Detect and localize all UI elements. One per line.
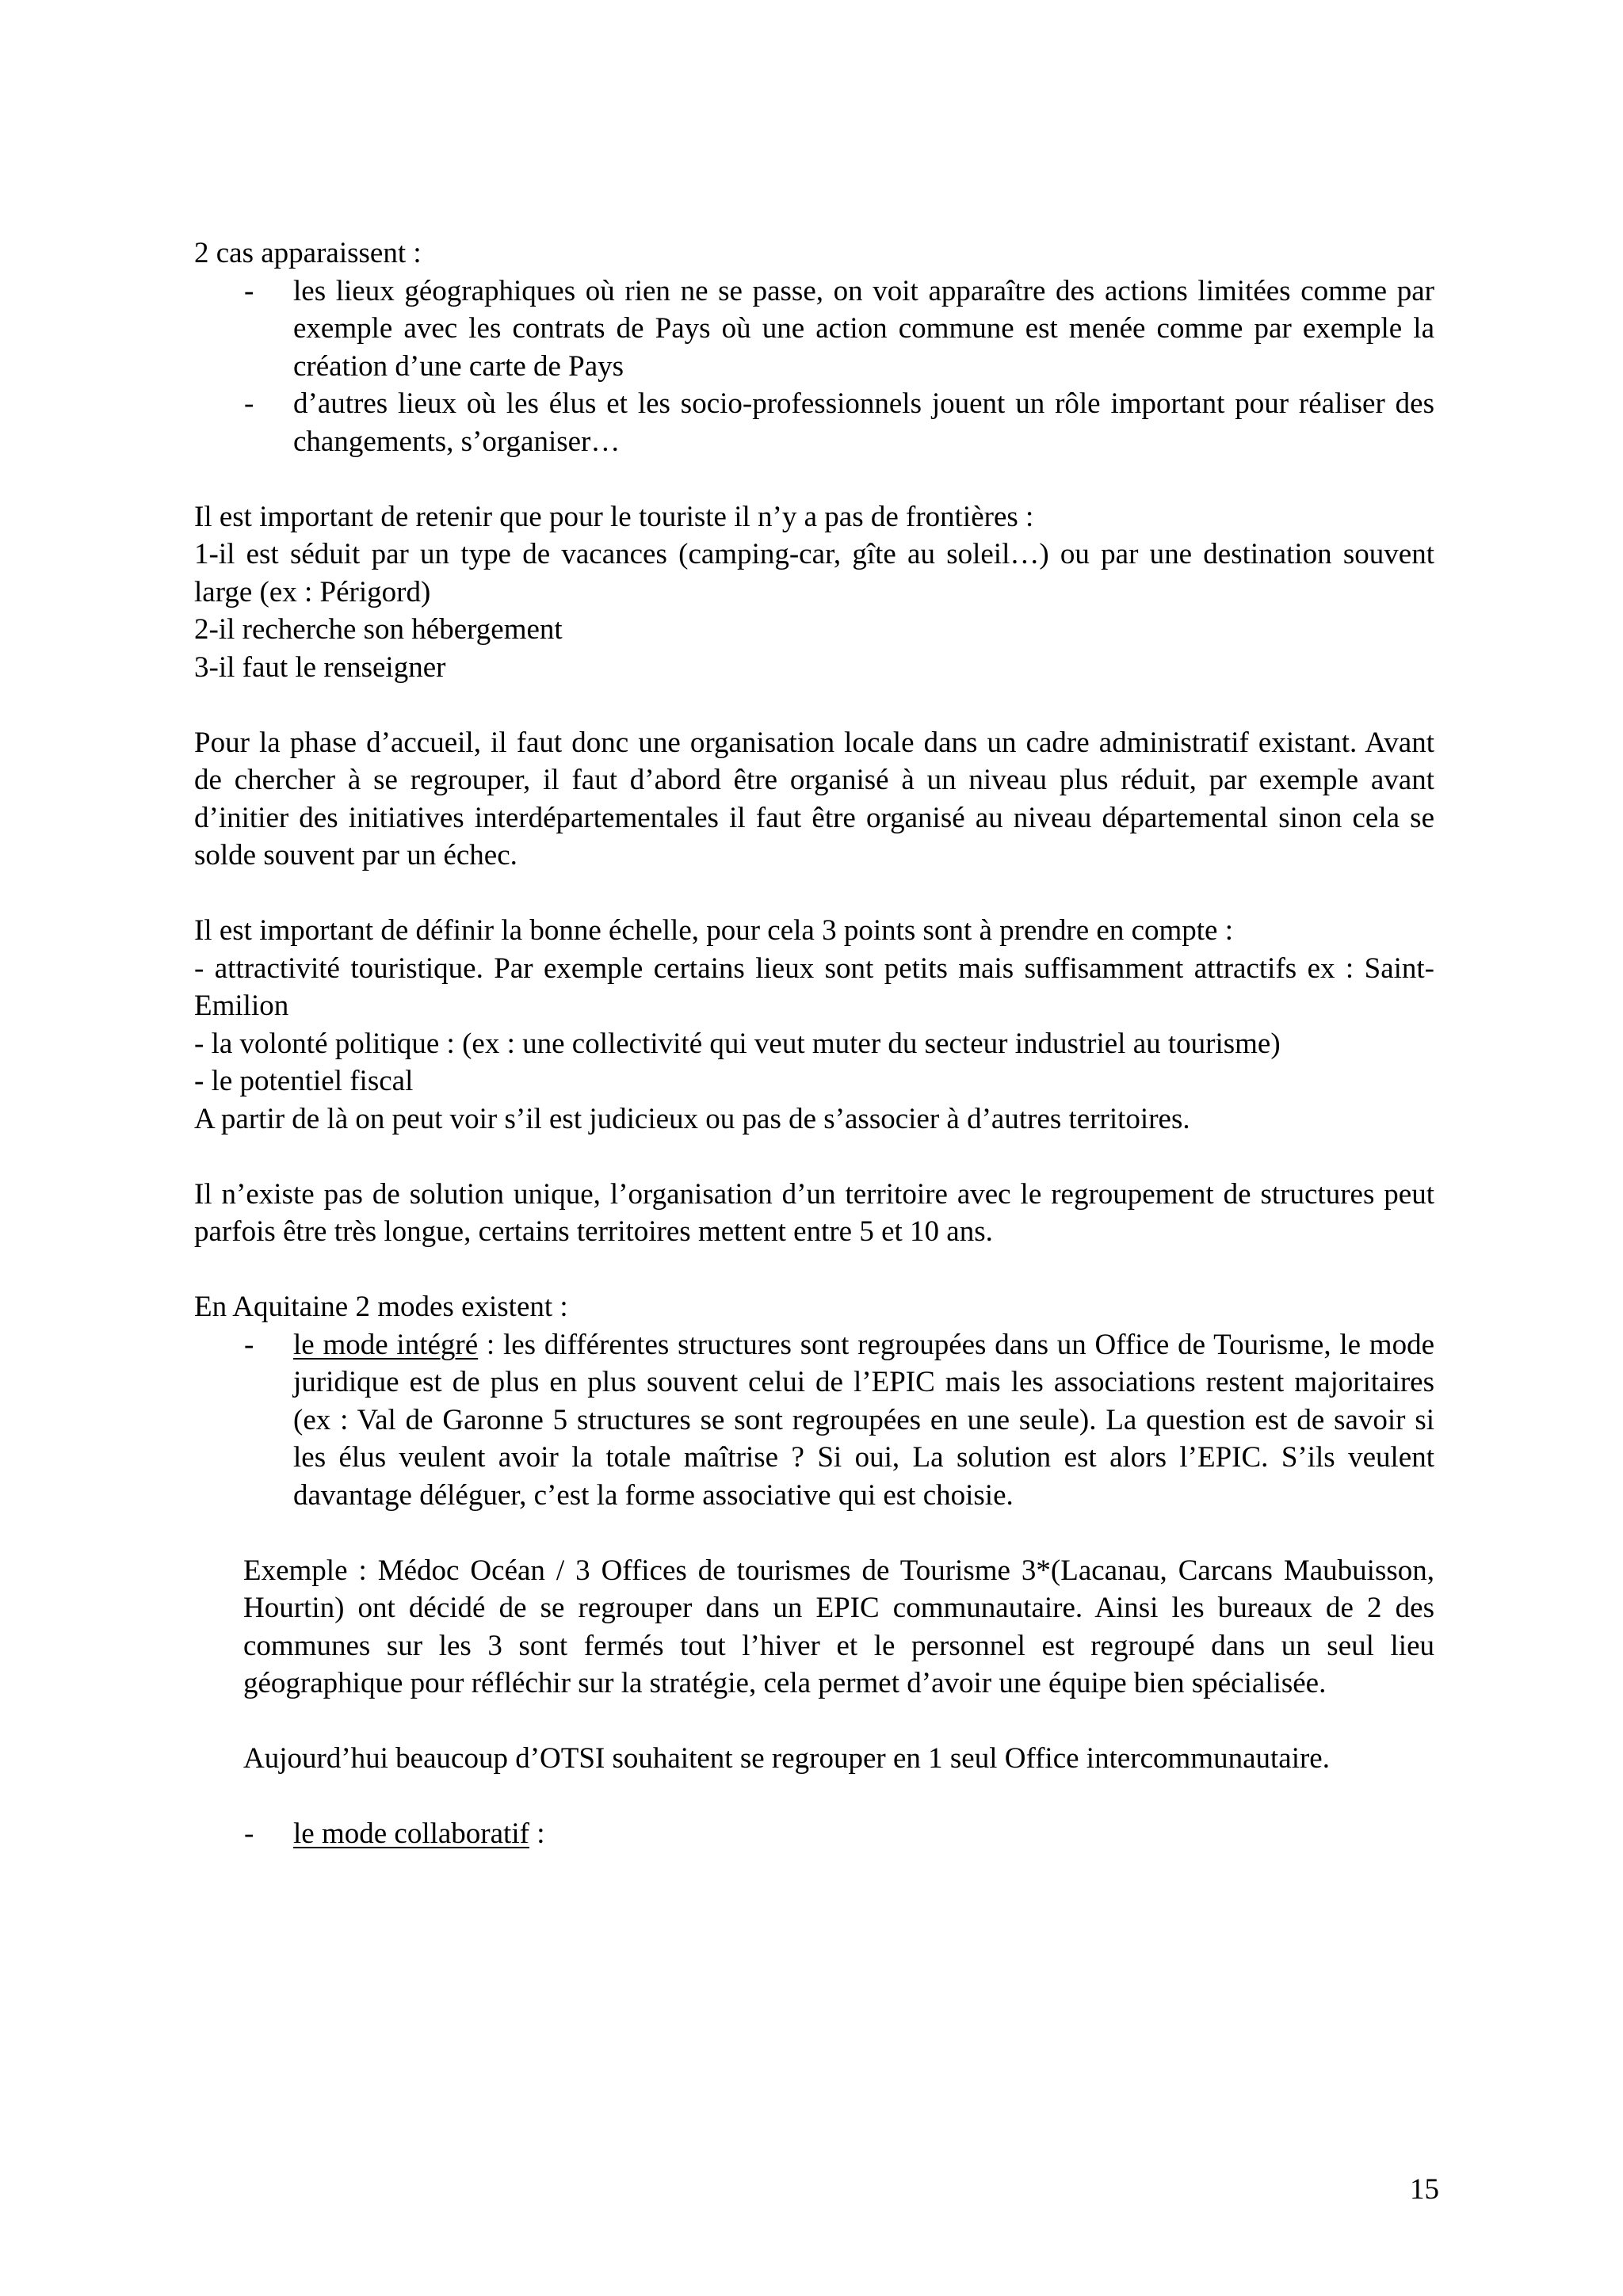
- bullet-item-mode-integre: [194, 1326, 1434, 1515]
- bullet-item-mode-collaboratif: [194, 1815, 1434, 1853]
- paragraph-accueil: Pour la phase d’accueil, il faut donc une organisation locale dans un cadre administratif existant. Avant de chercher à se regrouper, il faut d’abord être organisé à un niveau plus réduit, par exemple avant d’initier des initiatives interdépartementales il faut être organisé au niveau départemental sinon cela se solde souvent par un échec.: [194, 726, 1434, 871]
- frontieres-line-3: 2-il recherche son hébergement: [194, 613, 563, 646]
- echelle-line-5: A partir de là on peut voir s’il est judicieux ou pas de s’associer à d’autres territoires.: [194, 1102, 1190, 1135]
- bullet-dash: -: [244, 1328, 254, 1361]
- frontieres-line-2: 1-il est séduit par un type de vacances (camping-car, gîte au soleil…) ou par une destination souvent large (ex : Périgord): [194, 538, 1434, 608]
- intro-line: 2 cas apparaissent :: [194, 237, 422, 269]
- mode-integre-label: le mode intégré: [293, 1328, 479, 1361]
- paragraph-frontieres: [194, 498, 1434, 687]
- bullet-dash: -: [244, 274, 254, 307]
- aquitaine-intro: En Aquitaine 2 modes existent :: [194, 1291, 568, 1323]
- exemple-medoc: Exemple : Médoc Océan / 3 Offices de tourismes de Tourisme 3*(Lacanau, Carcans Maubuisson, Hourtin) ont décidé de se regrouper dans un EPIC communautaire. Ainsi les bureaux de 2 des communes sur les 3 sont fermés tout l’hiver et le personnel est regroupé dans un seul lieu géographique pour réfléchir sur la stratégie, cela permet d’avoir une équipe bien spécialisée.: [243, 1554, 1434, 1699]
- echelle-line-4: - le potentiel fiscal: [194, 1065, 414, 1097]
- bullet-text: les lieux géographiques où rien ne se passe, on voit apparaître des actions limitées comme par exemple avec les contrats de Pays où une action commune est menée comme par exemple la création d’une carte de Pays: [293, 274, 1434, 383]
- page-number: 15: [1410, 2173, 1439, 2206]
- bullet-item-lieux-geographiques: [194, 273, 1434, 386]
- page-content: [194, 235, 1434, 1853]
- bullet-dash: -: [244, 387, 254, 420]
- bullet-dash: -: [244, 1817, 254, 1850]
- echelle-line-2: - attractivité touristique. Par exemple certains lieux sont petits mais suffisamment attractifs ex : Saint-Emilion: [194, 952, 1434, 1022]
- paragraph-solution: Il n’existe pas de solution unique, l’organisation d’un territoire avec le regroupement de structures peut parfois être très longue, certains territoires mettent entre 5 et 10 ans.: [194, 1177, 1434, 1248]
- bullet-list-cases: [194, 273, 1434, 461]
- bullet-item-autres-lieux: [194, 385, 1434, 460]
- paragraph-echelle: [194, 912, 1434, 1138]
- frontieres-line-4: 3-il faut le renseigner: [194, 650, 446, 684]
- mode-integre-text: : les différentes structures sont regroupées dans un Office de Tourisme, le mode juridique est de plus en plus souvent celui de l’EPIC mais les associations restent majoritaires (ex : Val de Garonne 5 structures se sont regroupées en une seule). La question est de savoir si les élus veulent avoir la totale maîtrise ? Si oui, La solution est alors l’EPIC. S’ils veulent davantage déléguer, c’est la forme associative qui est choisie.: [293, 1328, 1434, 1512]
- echelle-line-1: Il est important de définir la bonne échelle, pour cela 3 points sont à prendre en compte :: [194, 914, 1234, 947]
- frontieres-line-1: Il est important de retenir que pour le touriste il n’y a pas de frontières :: [194, 500, 1034, 533]
- echelle-line-3: - la volonté politique : (ex : une collectivité qui veut muter du secteur industriel au tourisme): [194, 1027, 1281, 1060]
- paragraph-otsi: Aujourd’hui beaucoup d’OTSI souhaitent se regrouper en 1 seul Office intercommunautaire.: [243, 1742, 1330, 1775]
- bullet-text: d’autres lieux où les élus et les socio-professionnels jouent un rôle important pour réaliser des changements, s’organiser…: [293, 387, 1434, 458]
- mode-collaboratif-label: le mode collaboratif: [293, 1817, 529, 1850]
- mode-collaboratif-suffix: :: [529, 1817, 545, 1850]
